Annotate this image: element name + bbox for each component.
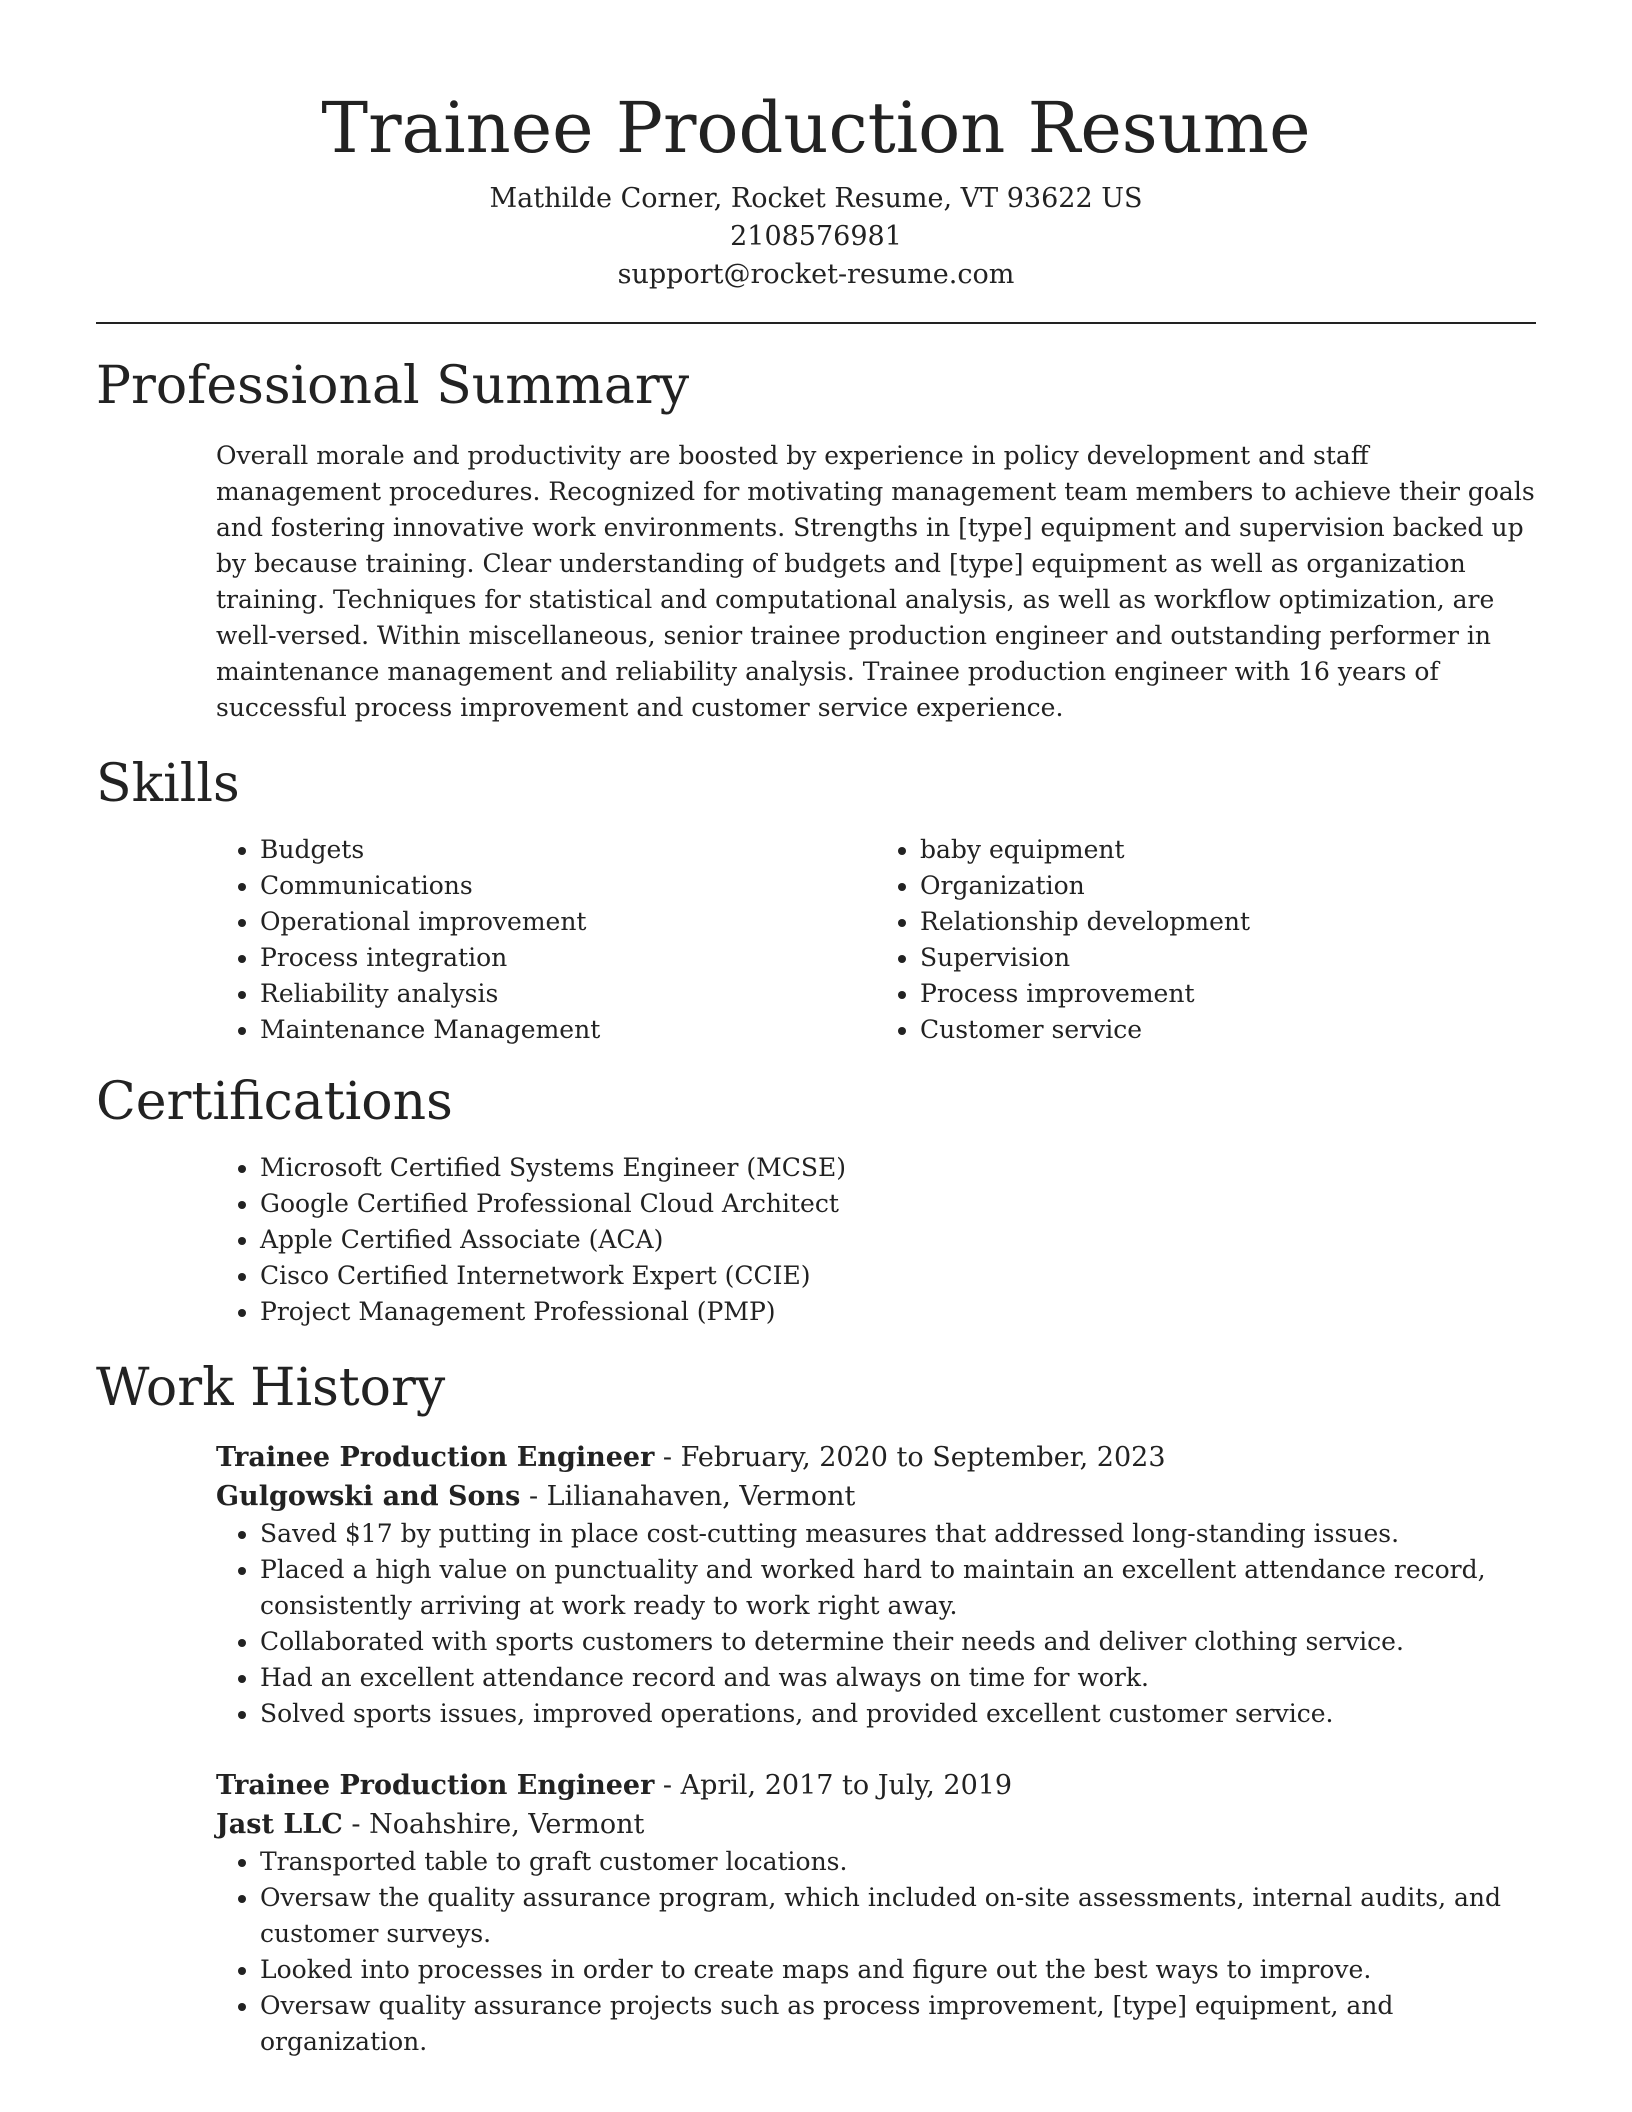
- job-role: Trainee Production Engineer: [216, 1770, 655, 1801]
- certifications-list: [216, 1150, 1536, 1330]
- skill-item: • Operational improvement: [260, 904, 876, 940]
- job-bullet: • Looked into processes in order to create maps and figure out the best ways to improve.: [260, 1952, 1536, 1988]
- job-bullet: • Saved $17 by putting in place cost-cutting measures that addressed long-standing issues.: [260, 1516, 1536, 1552]
- job-company-line: [216, 1805, 1536, 1844]
- job-company-line: [216, 1477, 1536, 1516]
- contact-phone: 2108576981: [730, 221, 902, 252]
- skill-item: • Reliability analysis: [260, 976, 876, 1012]
- certification-item: • Google Certified Professional Cloud Architect: [260, 1186, 1536, 1222]
- job-company: Jast LLC: [216, 1809, 343, 1840]
- skill-item: • Relationship development: [920, 904, 1536, 940]
- skill-item: • Customer service: [920, 1012, 1536, 1048]
- job-entry: [216, 1438, 1536, 1732]
- job-dates: - April, 2017 to July, 2019: [654, 1770, 1013, 1801]
- skill-item: • Process improvement: [920, 976, 1536, 1012]
- skills-grid: [216, 832, 1536, 1048]
- skill-item: • Organization: [920, 868, 1536, 904]
- work-history-heading: Work History: [96, 1358, 446, 1418]
- certification-item: • Apple Certified Associate (ACA): [260, 1222, 1536, 1258]
- contact-address: Mathilde Corner, Rocket Resume, VT 93622 US: [489, 183, 1143, 214]
- skill-item: • Process integration: [260, 940, 876, 976]
- job-bullet: • Collaborated with sports customers to determine their needs and deliver clothing service.: [260, 1624, 1536, 1660]
- job-location: - Noahshire, Vermont: [342, 1809, 645, 1840]
- job-bullet: • Transported table to graft customer locations.: [260, 1844, 1536, 1880]
- job-bullet: • Placed a high value on punctuality and worked hard to maintain an excellent attendance record, consistently arriving at work ready to work right away.: [260, 1552, 1536, 1624]
- skills-heading: Skills: [96, 754, 240, 814]
- job-bullets: [216, 1844, 1536, 2060]
- job-bullet: • Had an excellent attendance record and was always on time for work.: [260, 1660, 1536, 1696]
- job-bullet: • Solved sports issues, improved operations, and provided excellent customer service.: [260, 1696, 1536, 1732]
- resume-title: Trainee Production Resume: [321, 87, 1311, 169]
- job-dates: - February, 2020 to September, 2023: [654, 1442, 1166, 1473]
- skill-item: • Supervision: [920, 940, 1536, 976]
- job-bullets: [216, 1516, 1536, 1732]
- certifications-heading: Certifications: [96, 1072, 453, 1132]
- skill-item: • baby equipment: [920, 832, 1536, 868]
- job-title-line: [216, 1438, 1536, 1477]
- skill-item: • Communications: [260, 868, 876, 904]
- skill-item: • Budgets: [260, 832, 876, 868]
- contact-email: support@rocket-resume.com: [617, 259, 1015, 290]
- certification-item: • Project Management Professional (PMP): [260, 1294, 1536, 1330]
- skills-list-left: [216, 832, 876, 1048]
- header-divider: [96, 322, 1536, 324]
- job-entry: [216, 1766, 1536, 2060]
- job-bullet: • Oversaw the quality assurance program, which included on-site assessments, internal audits, and customer surveys.: [260, 1880, 1536, 1952]
- job-bullet: • Oversaw quality assurance projects such as process improvement, [type] equipment, and organization.: [260, 1988, 1536, 2060]
- certifications-items: [216, 1150, 1536, 1330]
- summary-text: Overall morale and productivity are boosted by experience in policy development and staff management procedures. Recognized for motivating management team members to achieve their goals and fostering innovative work environments. Strengths in [type] equipment and supervision backed up by because training. Clear understanding of budgets and [type] equipment as well as organization training. Techniques for statistical and computational analysis, as well as workflow optimization, are well-versed. Within miscellaneous, senior trainee production engineer and outstanding performer in maintenance management and reliability analysis. Trainee production engineer with 16 years of successful process improvement and customer service experience.: [216, 441, 1535, 722]
- certification-item: • Cisco Certified Internetwork Expert (CCIE): [260, 1258, 1536, 1294]
- job-company: Gulgowski and Sons: [216, 1481, 521, 1512]
- skills-list-right: [876, 832, 1536, 1048]
- job-role: Trainee Production Engineer: [216, 1442, 655, 1473]
- job-location: - Lilianahaven, Vermont: [520, 1481, 856, 1512]
- summary-heading: Professional Summary: [96, 356, 690, 416]
- skill-item: • Maintenance Management: [260, 1012, 876, 1048]
- contact-info: [96, 180, 1536, 294]
- job-title-line: [216, 1766, 1536, 1805]
- certification-item: • Microsoft Certified Systems Engineer (MCSE): [260, 1150, 1536, 1186]
